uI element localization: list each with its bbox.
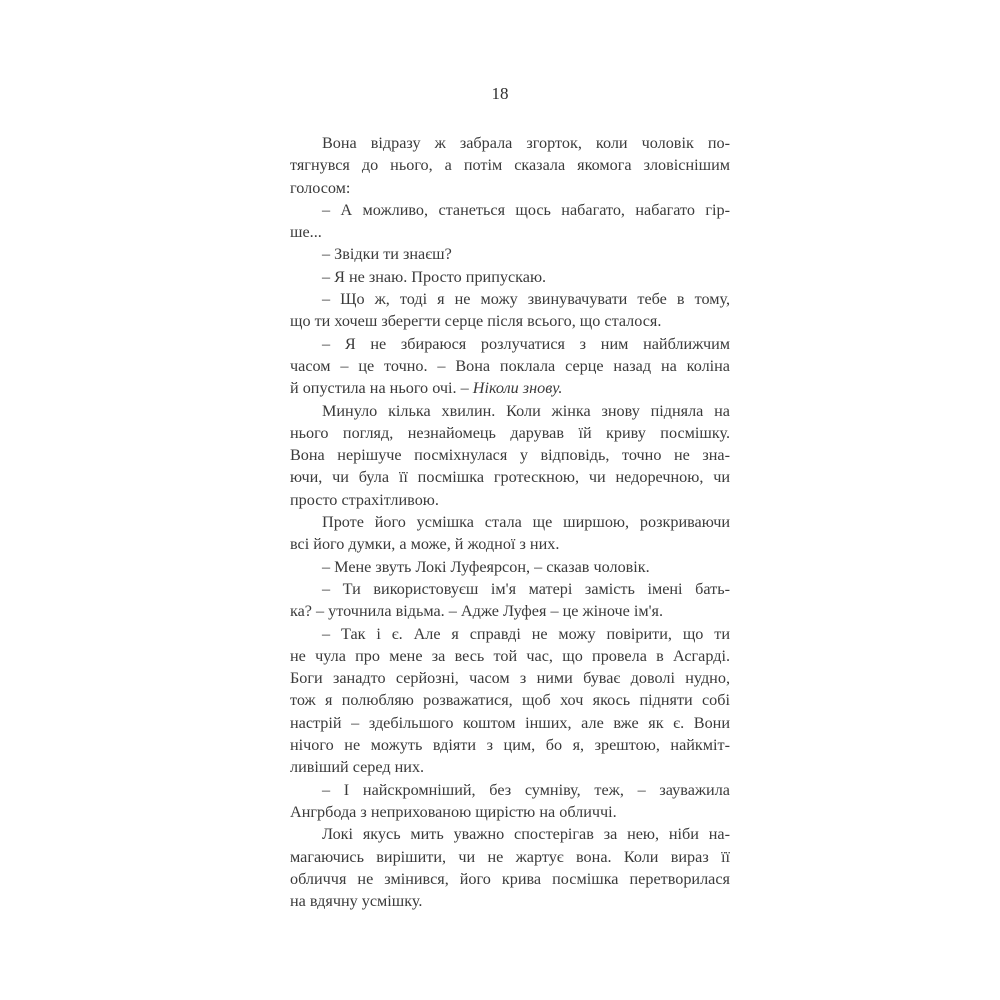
text-line — [290, 177, 730, 199]
text-line-content: всі його думки, а може, й жодної з них. — [290, 535, 560, 554]
body-text — [290, 132, 730, 912]
text-line-content: й опустила на нього очі. – — [290, 379, 473, 398]
text-line — [290, 890, 730, 912]
text-line — [290, 533, 730, 555]
text-line — [290, 444, 730, 466]
page-number: 18 — [491, 84, 509, 103]
text-line — [290, 578, 730, 600]
text-line — [290, 288, 730, 310]
text-line — [290, 199, 730, 221]
text-line — [290, 734, 730, 756]
text-line-content: що ти хочеш зберегти серце після всього, що сталося. — [290, 312, 662, 331]
text-line-content: ючи, чи була її посмішка гротескною, чи недоречною, чи — [290, 468, 730, 487]
text-line-content: обличчя не змінився, його крива посмішка перетворилася — [290, 869, 730, 888]
text-line — [290, 154, 730, 176]
text-line — [290, 868, 730, 890]
italic-text: Ніколи знову. — [472, 379, 563, 398]
text-line — [290, 689, 730, 711]
text-line — [290, 511, 730, 533]
text-line — [290, 712, 730, 734]
text-line-content: Проте його усмішка стала ще ширшою, розкриваючи — [322, 513, 730, 532]
text-line — [290, 846, 730, 868]
text-line-content: магаючись вирішити, чи не жартує вона. Коли вираз її — [290, 847, 730, 866]
text-line — [290, 600, 730, 622]
text-line-content: Вона нерішуче посміхнулася у відповідь, точно не зна- — [290, 446, 730, 465]
text-line — [290, 667, 730, 689]
text-line-content: не чула про мене за весь той час, що провела в Асгарді. — [290, 646, 730, 665]
text-line — [290, 779, 730, 801]
text-line — [290, 466, 730, 488]
text-line-content: Ангрбода з неприхованою щирістю на обличчі. — [290, 802, 617, 821]
text-line-content: – А можливо, станеться щось набагато, набагато гір- — [322, 200, 730, 219]
text-line-content: голосом: — [290, 178, 351, 197]
text-line — [290, 823, 730, 845]
text-line-content: – Так і є. Але я справді не можу повірити, що ти — [322, 624, 730, 643]
text-line-content: настрій – здебільшого коштом інших, але вже як є. Вони — [290, 713, 730, 732]
text-line-content: – І найскромніший, без сумніву, теж, – зауважила — [322, 780, 730, 799]
text-line-content: нього погляд, незнайомець дарував їй криву посмішку. — [290, 423, 730, 442]
text-line — [290, 310, 730, 332]
text-line-content: нічого не можуть вдіяти з цим, бо я, зрештою, найкміт- — [290, 736, 730, 755]
text-line-content: – Звідки ти знаєш? — [322, 245, 452, 264]
text-line — [290, 645, 730, 667]
text-line-content: – Я не знаю. Просто припускаю. — [322, 267, 547, 286]
text-line — [290, 377, 730, 399]
text-line — [290, 221, 730, 243]
text-line — [290, 243, 730, 265]
text-line — [290, 489, 730, 511]
text-line-content: – Мене звуть Локі Луфеярсон, – сказав чоловік. — [322, 557, 650, 576]
text-line-content: Локі якусь мить уважно спостерігав за нею, ніби на- — [322, 825, 730, 844]
text-line-content: просто страхітливою. — [290, 490, 439, 509]
text-line — [290, 801, 730, 823]
text-line-content: Боги занадто серйозні, часом з ними буває доволі нудно, — [290, 669, 730, 688]
text-line-content: ше... — [290, 223, 322, 242]
text-line — [290, 422, 730, 444]
text-line-content: – Я не збираюся розлучатися з ним найближчим — [322, 334, 730, 353]
text-line-content: Минуло кілька хвилин. Коли жінка знову підняла на — [322, 401, 730, 420]
text-line — [290, 400, 730, 422]
text-line-content: – Ти використовуєш ім'я матері замість імені бать- — [322, 579, 730, 598]
text-line-content: – Що ж, тоді я не можу звинувачувати тебе в тому, — [322, 290, 730, 309]
text-line-content: тож я полюбляю розважатися, щоб хоч якось підняти собі — [290, 691, 730, 710]
text-line — [290, 355, 730, 377]
text-line — [290, 556, 730, 578]
text-line-content: Вона відразу ж забрала згорток, коли чоловік по- — [322, 134, 730, 152]
text-line — [290, 333, 730, 355]
text-line — [290, 623, 730, 645]
text-line — [290, 132, 730, 154]
text-line-content: ливіший серед них. — [290, 758, 425, 777]
text-line-content: ка? – уточнила відьма. – Адже Луфея – це жіноче ім'я. — [290, 602, 664, 621]
text-line — [290, 266, 730, 288]
text-line-content: тягнувся до нього, а потім сказала якомога зловіснішим — [290, 156, 730, 175]
text-line — [290, 756, 730, 778]
text-line-content: на вдячну усмішку. — [290, 892, 423, 911]
text-line-content: часом – це точно. – Вона поклала серце назад на коліна — [290, 356, 730, 375]
